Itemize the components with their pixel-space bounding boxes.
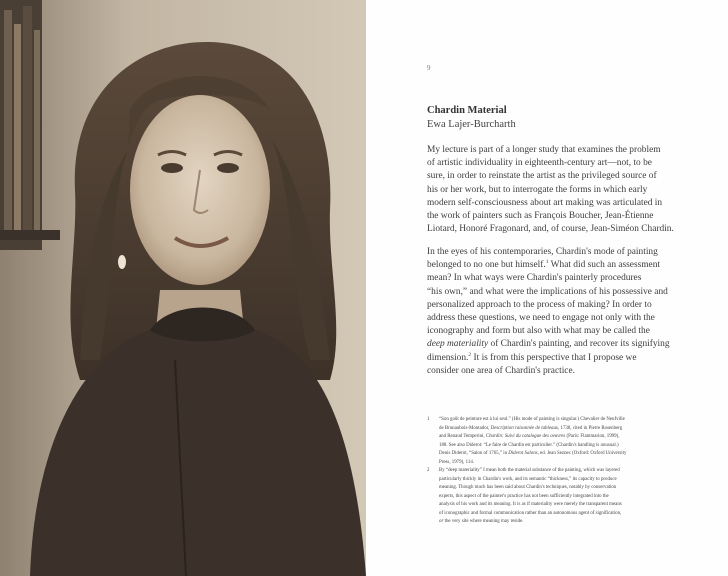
paragraph-line: My lecture is part of a longer study that examines the problem — [427, 145, 661, 155]
footnote-number: 1 — [427, 417, 430, 422]
footnote-line — [439, 433, 717, 442]
text-run: the very site where meaning may reside. — [443, 519, 524, 524]
paragraph-line: the work of painters such as François Boucher, Jean-Étienne — [427, 211, 654, 222]
paragraph-line: modern self-consciousness about art making was articulated in — [427, 197, 663, 208]
paragraph-line: sure, in order to reinstate the artist as the privileged source of — [427, 171, 657, 182]
text-run: dimension. — [427, 352, 469, 363]
text-page — [366, 0, 728, 576]
footnote-number: 2 — [427, 468, 430, 473]
paragraph-line: address these questions, we need to engage not only with the — [427, 313, 655, 324]
paragraph-line: personalized approach to the process of making? In order to — [427, 299, 652, 310]
emphasis-text: deep materiality — [427, 339, 489, 350]
paragraph-1 — [427, 144, 712, 236]
article-author: Ewa Lajer-Burcharth — [427, 119, 516, 130]
footnote-line — [439, 518, 717, 527]
footnote-line: “Son goût de peinture est à lui seul.” (His mode of painting is singular.) Chevalier de Neufville — [439, 417, 625, 422]
paragraph-line — [427, 259, 712, 272]
footnote-line: Press, 1979), 114. — [439, 459, 475, 465]
paragraph-2 — [427, 246, 712, 378]
footnote-1 — [427, 416, 717, 467]
page-number: 9 — [427, 64, 431, 72]
paragraph-line: mean? In what ways were Chardin's painterly procedures — [427, 273, 642, 284]
paragraph-line — [427, 352, 712, 365]
paragraph-line: Liotard, Honoré Fragonard, and, of course, Jean-Siméon Chardin. — [427, 224, 674, 235]
text-run: , 1738, cited in Pierre Rosenberg — [558, 425, 623, 431]
text-run: What did such an assessment — [548, 260, 661, 271]
paragraph-line — [427, 338, 712, 351]
footnote-line: analysis of his work and its meaning. It is as if materiality were merely the transparent means — [439, 502, 622, 507]
italic-title: Chardin: Suivi du catalogue des oeuvres — [485, 434, 566, 439]
footnote-line — [439, 450, 717, 459]
footnote-line: of iconographic and formal communication rather than an autonomous agent of signification, — [439, 510, 622, 516]
paragraph-line: iconography and form but also with what may be called the — [427, 326, 650, 337]
paragraph-line: “his own,” and what were the implications of his possessive and — [427, 286, 668, 297]
paragraph-line: his or her work, but to interrogate the forms in which early — [427, 184, 648, 195]
footnote-line: meaning. Though much has been said about Chardin's techniques, notably by conservation — [439, 485, 617, 490]
footnotes — [427, 416, 717, 527]
text-run: belonged to no one but himself. — [427, 260, 546, 271]
italic-title: Description raisonnée de tableaux — [490, 425, 559, 431]
paragraph-line: consider one area of Chardin's practice. — [427, 365, 575, 376]
footnote-line: 188. See also Diderot: “Le faire de Chardin est particulier.” (Chardin's handling is unusual.) — [439, 442, 619, 448]
footnote-line: experts, this aspect of the painter's practice has not been sufficiently integrated into the — [439, 493, 609, 499]
paragraph-line: In the eyes of his contemporaries, Chardin's mode of painting — [427, 247, 658, 257]
article-title: Chardin Material — [427, 105, 507, 116]
paragraph-line: of artistic individuality in eighteenth-century art—not, to be — [427, 158, 652, 169]
footnote-line: By “deep materiality” I mean both the material substance of the painting, which was layered — [439, 468, 620, 473]
text-run: , ed. Jean Seznec (Oxford: Oxford University — [537, 451, 627, 456]
emphasis-text: or — [439, 519, 444, 524]
text-run: It is from this perspective that I propose we — [471, 352, 637, 363]
text-run: and Renaud Temperini, — [439, 434, 486, 439]
text-run: Denis Diderot, “Salon of 1765,” in — [439, 451, 509, 456]
italic-title: Diderot Salons — [508, 451, 538, 456]
footnote-ref-1[interactable]: 1 — [545, 259, 549, 266]
footnote-2 — [427, 467, 717, 527]
footnote-ref-2[interactable]: 2 — [468, 351, 472, 358]
footnote-line — [439, 425, 717, 434]
text-run: (Paris: Flammarion, 1999), — [565, 434, 620, 439]
text-run: of Chardin's painting, and recover its signifying — [488, 339, 670, 350]
text-run: de Brunaubois-Montador, — [439, 425, 491, 431]
footnote-line: particularly thickly in Chardin's work, and its semantic “thickness,” its capacity to produce — [439, 476, 617, 482]
